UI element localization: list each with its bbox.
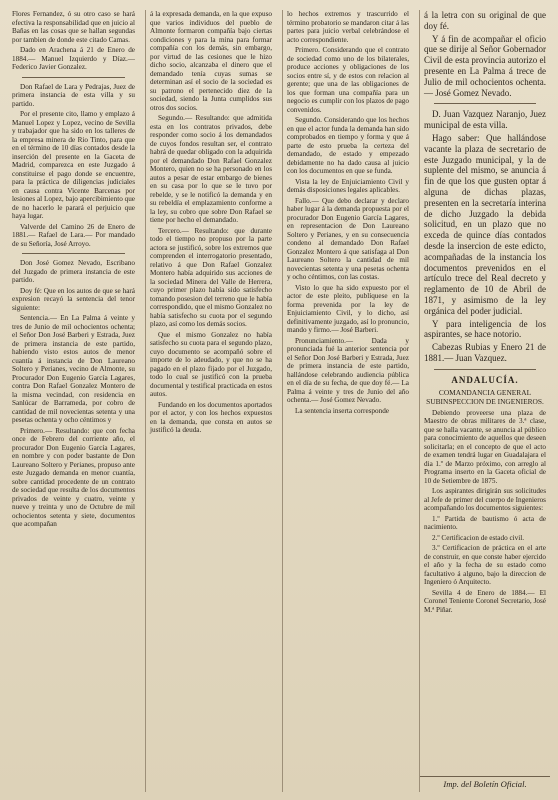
divider <box>434 103 536 104</box>
paragraph: Cabezas Rubias y Enero 21 de 1881.— Juan Vazquez. <box>424 342 546 363</box>
divider <box>434 369 536 370</box>
paragraph: Por el presente cito, llamo y emplazo á Manuel Lopez y Lopez, vecino de Sevilla y trabajador que ha sido en los talleres de la empresa minera de Rio Tinto, para que en el término de 10 días contados desde la inserción del presente en la Gaceta de Madrid, comparezca en este Juzgado á constituirse el pago donde se encuentre, para la práctica de diligencias judiciales en causa contra Vicente Barcenas por lesiones al Lopez, bajo apercibimiento que de no hacerlo le parará el perjuicio que haya lugar. <box>12 110 135 220</box>
paragraph: 1.º Partida de bautismo ó acta de nacimiento. <box>424 514 546 532</box>
printer-imprint: Imp. del Boletín Oficial. <box>420 776 550 789</box>
paragraph: Vista la ley de Enjuiciamiento Civil y demás disposiciones legales aplicables. <box>287 177 409 194</box>
paragraph: á la expresada demanda, en la que expuso que varios individuos del pueblo de Almonte formaron compañía bajo ciertas condiciones y para la mina para formar compañía con los demás, sin embargo, por virtud de las cesiones que le hizo dicho socio, alcanzaba el dinero que el demandado tenía cuyas sumas se determinan así el socio de la sociedad es su patrono el pertenecido diez de la sociedad, siendo la Junta cumplidos sus otros dos socios. <box>150 10 272 112</box>
paragraph: 3.º Certificacion de práctica en el arte de construir, en que conste haber ejercido el año y la fecha de su estado como facultativo á alguno, bajo la direccion de Ingeniero ó Arquitecto. <box>424 544 546 587</box>
paragraph: Hago saber: Que hallándose vacante la plaza de secretario de este Juzgado municipal, y la de suplente del mismo, se anuncia á fin de que los que gusten optar á alguna de dichas plazas, presenten en la secretaría interina de dicho Juzgado la debida solicitud, en un plazo que no exceda de quince días contados desde la insercion de este edicto, acompañadas de la instancia los documentos prevenidos en el artículo trece del Real decreto y reglamento de 10 de Abril de 1871, y asimismo de la ley orgánica del poder judicial. <box>424 132 546 316</box>
paragraph: Tercero.— Resultando: que durante todo el tiempo no propuso por la parte actora se justificó, sobre los extremos que comprenden el interrogatorio presentado, relativo á que Don Rafael Gonzalez Montero había adquirido sus acciones de la sociedad Minera del Valle de Herrera, cuyo primer plazo había sido satisfecho tomando posesion del terreno que le había correspondido, que el mismo Gonzalez no había satisfecho su cuota por el segundo plazo, así como los demás socios. <box>150 226 272 328</box>
paragraph: Que el mismo Gonzalez no había satisfecho su cuota para el segundo plazo, cuyo documento se acompañó sobre el importe de lo adeudado, y que no se ha pagado en el plazo fijado por el Juzgado, todo lo cual se justificó con la prueba documental y testifical practicada en estos autos. <box>150 330 272 398</box>
paragraph: Y para inteligencia de los aspirantes, se hace notorio. <box>424 318 546 340</box>
paragraph: á la letra con su original de que doy fé. <box>424 10 546 31</box>
divider <box>22 77 125 78</box>
paragraph: Dado en Arachena á 21 de Enero de 1884.— Manuel Izquierdo y Díaz.— Federico Javier Gonzalez. <box>12 46 135 71</box>
edict-heading: D. Juan Vazquez Naranjo, Juez municipal de esta villa. <box>424 109 546 131</box>
paragraph: Segundo.— Resultando: que admitida esta en los contratos privados, debe responder como socio á los demandados de cuyos fondos resultan ser, el contrato habrá de quedar obligado con la adquirida por el demandado Don Rafael Gonzalez Montero, quien no se ha personado en los autos a pesar de estar embargo de bienes en su casa por lo que se le tuvo por rebelde, y se le notificó la demanda y en su rebeldía el emplazamiento conforme a la ley, su cobro que sobre Don Rafael se tiene por hecho el demandado. <box>150 114 272 224</box>
section-subtitle: COMANDANCIA GENERAL SUBINSPECCION DE INGENIEROS. <box>426 387 544 406</box>
paragraph: lo hechos extremos y trascurrido el término probatorio se mandaron citar á las partes para juicio verbal celebrándose el acto correspondiente. <box>287 10 409 44</box>
divider <box>22 253 125 254</box>
column-4 <box>419 10 550 792</box>
paragraph: Primero.— Resultando: que con fecha once de Febrero del corriente año, el procurador Don Eugenio García Lagares, en nombre y con poder bastante de Don Laureano Soltero y Perianes, propuso ante este Juzgado demanda en menor cuantía, sobre cantidad procedente de un contrato de sociedad que resulta de los documentos privados de veinte y cuatro, veinte y nueve y treinta y uno de Octubre de mil ochocientos setenta y siete, documentos que acompañan <box>12 426 135 528</box>
edict-heading: Don Rafael de Lara y Pedrajas, Juez de primera instancia de esta villa y su partido. <box>12 82 135 108</box>
paragraph: Debiendo proveerse una plaza de Maestro de obras militares de 3.ª clase, que se halla vacante, se anuncia al público para conocimiento de aquellos que deseen solicitarla; en el concepto de que el acto de examen tendrá lugar en Guadalajara el dia 1.º de Marzo próximo, con arreglo al Programa inserto en la Gaceta oficial de 10 de Setiembre de 1875. <box>424 408 546 485</box>
paragraph: Valverde del Camino 26 de Enero de 1881.— Rafael de Lara.— Por mandado de su Señoría, José Arroyo. <box>12 222 135 248</box>
paragraph: Primero. Considerando que el contrato de sociedad como uno de los bilaterales, produce acciones y obligaciones de los socios entre sí, y de estos con relacion al gerente; que una de las obligaciones de los que forman una compañía para un negocio es cumplir con los plazos de pago convenidos. <box>287 46 409 114</box>
paragraph: Sentencia.— En La Palma á veinte y tres de Junio de mil ochocientos ochenta; el Señor Don José Barberi y Estrada, Juez de primera instancia de este partido, habiendo visto estos autos de menor cuantía á instancia de Don Laureano Soltero y Perianes, vecino de Almonte, su Procurador Don Eugenio García Lagares, contra Don Rafael Gonzalez Montero de la misma vecindad, con residencia en Sanlúcar de Barrameda, por cobro de cantidad de mil novecientas setenta y una pesetas ochenta y ocho céntimos y <box>12 314 135 424</box>
paragraph: Y á fin de acompañar el oficio que se dirije al Señor Gobernador Civil de esta provincia autorizo el presente en La Palma á trece de Julio de mil ochocientos ochenta.— José Gomez Nevado. <box>424 33 546 98</box>
edict-heading: Don José Gomez Nevado, Escribano del Juzgado de primera instancia de este partido. <box>12 259 135 284</box>
paragraph: Fundando en los documentos aportados por el actor, y con los hechos expuestos en la demanda, que consta en autos se justificó la deuda. <box>150 400 272 434</box>
column-1 <box>8 10 139 792</box>
column-2 <box>145 10 276 792</box>
paragraph: Flores Fernandez, ó su otro caso se hará efectiva la responsabilidad que en juicio al Bañas en las cosas que se hallan segundas por tambien de donde este citado Camas. <box>12 10 135 44</box>
column-3 <box>282 10 413 792</box>
paragraph: Los aspirantes dirigirán sus solicitudes al Jefe de primer del cuerpo de Ingenieros acompañando los documentos siguientes: <box>424 487 546 513</box>
paragraph: Fallo.— Que debo declarar y declaro haber lugar á la demanda propuesta por el procurador Don Eugenio García Lagares, en representacion de Don Laureano Soltero y Perianes, y en su consecuencia condeno al demandado Don Rafael Gonzalez Montero á que satisfaga al Don Laureano Soltero la cantidad de mil novecientas setenta y una pesetas ochenta y ocho céntimos, con las costas. <box>287 196 409 281</box>
paragraph: Doy fé: Que en los autos de que se hará expresion recayó la sentencia del tenor siguiente: <box>12 286 135 312</box>
columns <box>8 10 550 792</box>
paragraph: 2.º Certificacion de estado civil. <box>432 533 525 542</box>
paragraph: Segundo. Considerando que los hechos en que el actor funda la demanda han sido comprobados en tiempo y forma y que á parte de esto prueba la certeza del demandado, de estado y empezado debidamente no ha dado causa al juicio con los documentos en que se funda. <box>287 116 409 175</box>
paragraph: Visto lo que ha sido expuesto por el actor de este pleito, publíquese en la forma prevenida por la ley de Enjuiciamiento Civil, y lo dicho, así definitivamente juzgado, así lo pronuncio, mando y firmo.— José Barberi. <box>287 283 409 334</box>
paragraph: La sentencia inserta corresponde <box>295 406 389 415</box>
section-title: ANDALUCÍA. <box>451 374 519 385</box>
paragraph: Sevilla 4 de Enero de 1884.— El Coronel Teniente Coronel Secretario, José M.ª Piñar. <box>424 588 546 614</box>
paragraph: Pronunciamiento.— Dada y pronunciada fué la anterior sentencia por el Señor Don José Barberi y Estrada, Juez de primera instancia de este partido, hallándose celebrando audiencia pública en el día de su fecha, de que doy fé.— La Palma á veinte y tres de Junio del año ochenta.— José Gomez Nevado. <box>287 336 409 404</box>
